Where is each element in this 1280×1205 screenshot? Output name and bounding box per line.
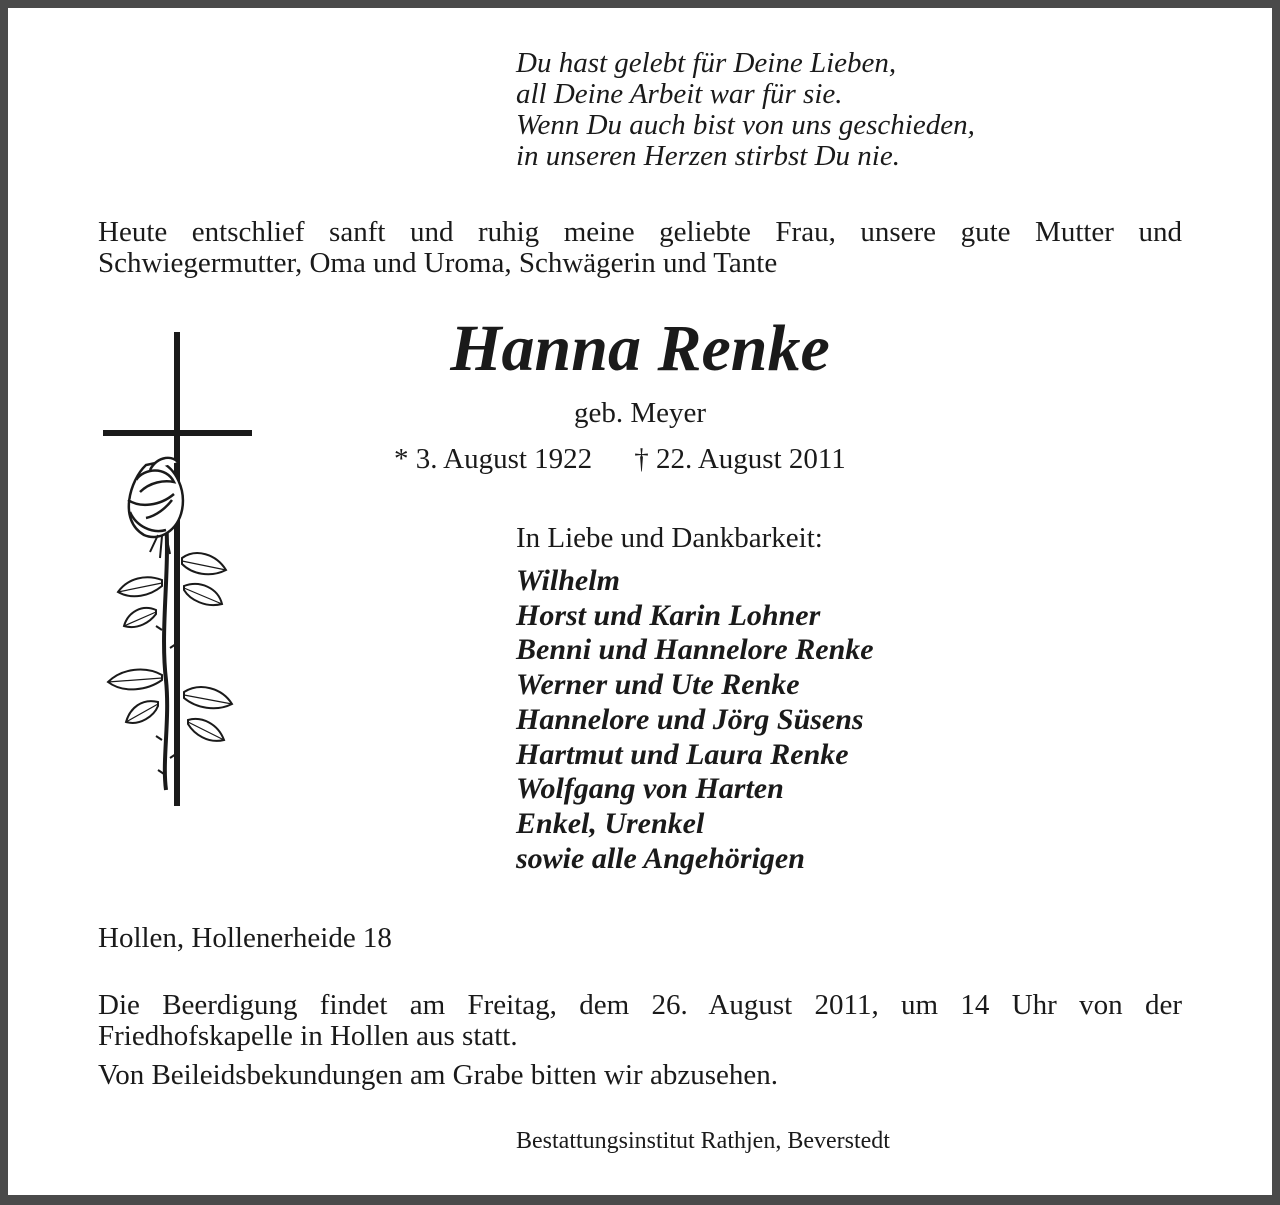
deceased-name: Hanna Renke (450, 312, 830, 385)
funeral-notice: Die Beerdigung findet am Freitag, dem 26. August 2011, um 14 Uhr von der Friedhofskapelle in Hollen aus statt. (98, 989, 1182, 1052)
mourner-entry: Werner und Ute Renke (516, 668, 800, 702)
life-dates (394, 442, 994, 476)
mourner-entry: Hartmut und Laura Renke (516, 737, 849, 771)
mourner-entry: Benni und Hannelore Renke (516, 633, 874, 667)
thanks-heading: In Liebe und Dankbarkeit: (516, 522, 823, 554)
poem-line: Wenn Du auch bist von uns geschieden, (516, 109, 975, 141)
cross-with-rose-icon (100, 330, 260, 810)
death-date: † 22. August 2011 (634, 443, 846, 475)
mourner-entry: Wilhelm (516, 564, 620, 597)
maiden-name: geb. Meyer (573, 397, 707, 429)
mourner-entry: sowie alle Angehörigen (516, 841, 805, 875)
mourner-entry: Wolfgang von Harten (516, 772, 784, 806)
memorial-poem (516, 48, 1076, 172)
mourner-entry: Hannelore und Jörg Süsens (516, 702, 864, 736)
mourners-list (516, 564, 1216, 876)
mourner-entry: Enkel, Urenkel (516, 806, 705, 840)
intro-text: Heute entschlief sanft und ruhig meine geliebte Frau, unsere gute Mutter und Schwiegermutter, Oma und Uroma, Schwägerin und Tante (98, 216, 1182, 279)
mourner-entry: Horst und Karin Lohner (516, 598, 821, 632)
undertaker-credit: Bestattungsinstitut Rathjen, Beverstedt (516, 1128, 890, 1154)
poem-line: in unseren Herzen stirbst Du nie. (516, 140, 900, 172)
birth-date: * 3. August 1922 (394, 443, 593, 475)
condolence-note: Von Beileidsbekundungen am Grabe bitten wir abzusehen. (98, 1059, 778, 1091)
family-address: Hollen, Hollenerheide 18 (98, 922, 392, 954)
poem-line: all Deine Arbeit war für sie. (516, 78, 843, 110)
poem-line: Du hast gelebt für Deine Lieben, (516, 47, 897, 79)
